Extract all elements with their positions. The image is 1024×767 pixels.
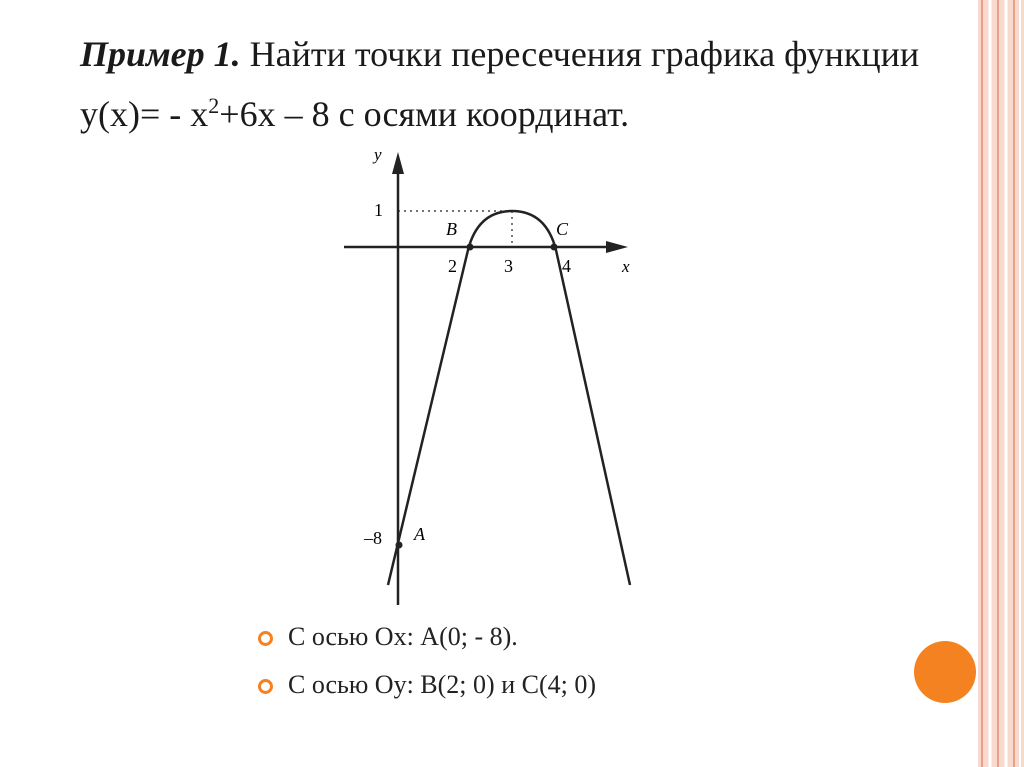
x-axis-label: x: [622, 257, 630, 276]
y-axis-label: y: [374, 145, 382, 164]
tick-y-neg8: –8: [364, 528, 382, 548]
list-item: [258, 668, 596, 716]
decorative-orange-circle: [914, 641, 976, 703]
point-b-marker: [467, 244, 474, 251]
point-a-marker: [396, 542, 403, 549]
tick-x-3: 3: [504, 256, 513, 276]
tick-y-1: 1: [374, 200, 383, 220]
slide-title: [80, 28, 980, 140]
title-superscript: 2: [208, 93, 220, 118]
title-tail: +6x – 8 с осями координат.: [219, 94, 630, 134]
tick-x-2: 2: [448, 256, 457, 276]
bullet-ring-icon: [258, 679, 273, 694]
y-axis-arrow-icon: [392, 152, 404, 174]
answer-list: [258, 620, 596, 716]
bullet-ring-icon: [258, 631, 273, 646]
point-c-label: C: [556, 219, 569, 239]
decorative-right-border: [978, 0, 1024, 767]
point-b-label: B: [446, 219, 457, 239]
point-a-label: A: [414, 524, 425, 544]
bullet-text-oy: С осью Оy: B(2; 0) и C(4; 0): [288, 670, 596, 699]
title-lead: Пример 1.: [80, 34, 241, 74]
x-axis-arrow-icon: [606, 241, 628, 253]
title-text: Найти точки пересечения графика функции y(x)= - x: [80, 34, 920, 134]
list-item: [258, 620, 596, 668]
bullet-text-ox: С осью Ох: А(0; - 8).: [288, 622, 518, 651]
tick-x-4: 4: [562, 256, 571, 276]
parabola-graph: [330, 140, 640, 610]
point-c-marker: [551, 244, 558, 251]
